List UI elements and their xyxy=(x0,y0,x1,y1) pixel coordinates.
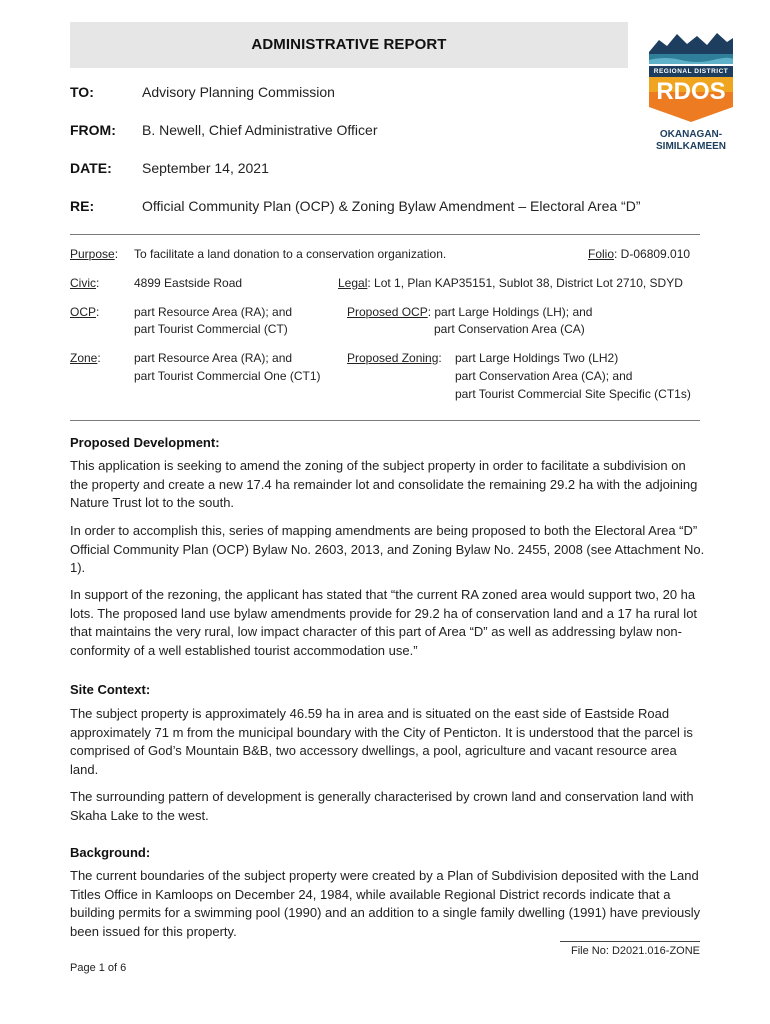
footer-divider xyxy=(560,941,700,942)
from-label: FROM: xyxy=(70,122,116,138)
re-label: RE: xyxy=(70,198,95,214)
proposed-zoning-field xyxy=(347,350,442,367)
header-divider xyxy=(70,234,700,235)
page-number: Page 1 of 6 xyxy=(70,962,127,974)
purpose-value: To facilitate a land donation to a conservation organization. xyxy=(134,247,447,261)
proposed-zoning-line-1: part Large Holdings Two (LH2) xyxy=(455,351,619,365)
ocp-label: OCP xyxy=(70,305,97,319)
pd-paragraph-1: This application is seeking to amend the zoning of the subject property in order to facilitate a subdivision on the property and create a new 17.4 ha remainder lot and consolidate the remaining 29.2 ha with the adjoining Nature Trust lot to the south. xyxy=(70,458,698,510)
summary-divider xyxy=(70,420,700,421)
logo-line1: OKANAGAN- xyxy=(659,129,723,140)
rdos-logo xyxy=(645,30,737,156)
proposed-zoning-line-3: part Tourist Commercial Site Specific (CT1s) xyxy=(455,387,691,401)
zone-row-label xyxy=(70,350,101,367)
proposed-development-heading: Proposed Development: xyxy=(70,435,220,450)
folio-label: Folio xyxy=(588,247,615,261)
ocp-colon: : xyxy=(96,305,100,319)
civic-row-label xyxy=(70,275,99,292)
ocp-row-label xyxy=(70,304,99,321)
report-title: ADMINISTRATIVE REPORT xyxy=(70,22,628,68)
pd-paragraph-3: In support of the rezoning, the applicant has stated that “the current RA zoned area would support two, 20 ha lots. The proposed land use bylaw amendments provide for 29.2 ha of conservation land and a 17 ha rural lot that maintains the very rural, low impact character of this part of Area “D” as well as addressing bylaw non-conformity of a well established tourist accommodation use.” xyxy=(70,587,698,658)
purpose-label: Purpose xyxy=(70,247,115,261)
proposed-zoning-line-2: part Conservation Area (CA); and xyxy=(455,369,633,383)
ocp-line-2: part Tourist Commercial (CT) xyxy=(134,322,288,336)
logo-main-text: RDOS xyxy=(656,78,726,105)
date-value: September 14, 2021 xyxy=(142,160,269,176)
logo-region-text: REGIONAL DISTRICT xyxy=(653,68,729,75)
civic-label: Civic xyxy=(70,276,96,290)
proposed-ocp-label: Proposed OCP xyxy=(347,305,428,319)
civic-value: 4899 Eastside Road xyxy=(134,276,243,290)
proposed-ocp-line-2: part Conservation Area (CA) xyxy=(434,322,585,336)
folio-field xyxy=(588,246,690,263)
from-value: B. Newell, Chief Administrative Officer xyxy=(142,122,378,138)
logo-line2: SIMILKAMEEN xyxy=(656,141,726,152)
ocp-line-1: part Resource Area (RA); and xyxy=(134,305,293,319)
zone-line-2: part Tourist Commercial One (CT1) xyxy=(134,369,321,383)
civic-colon: : xyxy=(96,276,100,290)
purpose-row-label xyxy=(70,246,118,263)
date-label: DATE: xyxy=(70,160,112,176)
to-label: TO: xyxy=(70,84,94,100)
legal-field xyxy=(338,275,683,292)
proposed-ocp-field xyxy=(347,304,592,321)
zone-colon: : xyxy=(97,351,101,365)
proposed-zoning-colon: : xyxy=(438,351,442,365)
legal-label: Legal xyxy=(338,276,368,290)
proposed-zoning-label: Proposed Zoning xyxy=(347,351,439,365)
legal-value: : Lot 1, Plan KAP35151, Sublot 38, District Lot 2710, SDYD xyxy=(367,276,683,290)
to-value: Advisory Planning Commission xyxy=(142,84,335,100)
sc-paragraph-1: The subject property is approximately 46.59 ha in area and is situated on the east side of Eastside Road approximately 71 m from the municipal boundary with the City of Penticton. It is understood that the parcel is comprised of God’s Mountain B&B, two accessory dwellings, a pool, agriculture and vacant resource area land. xyxy=(70,706,693,777)
folio-value: : D-06809.010 xyxy=(614,247,691,261)
purpose-colon: : xyxy=(114,247,119,261)
pd-paragraph-2: In order to accomplish this, series of mapping amendments are being proposed to both the Electoral Area “D” Official Community Plan (OCP) Bylaw No. 2603, 2013, and Zoning Bylaw No. 2455, 2008 (see Attachment No. 1). xyxy=(70,523,705,575)
re-value: Official Community Plan (OCP) & Zoning Bylaw Amendment – Electoral Area “D” xyxy=(142,198,641,214)
background-heading: Background: xyxy=(70,845,151,860)
sc-paragraph-2: The surrounding pattern of development is generally characterised by crown land and conservation land with Skaha Lake to the west. xyxy=(70,789,694,823)
site-context-heading: Site Context: xyxy=(70,682,151,697)
zone-label: Zone xyxy=(70,351,98,365)
zone-line-1: part Resource Area (RA); and xyxy=(134,351,293,365)
bg-paragraph-1: The current boundaries of the subject property were created by a Plan of Subdivision deposited with the Land Titles Office in Kamloops on December 24, 1984, while available Regional District records indicate that a building permits for a swimming pool (1990) and an addition to a single family dwelling (1991) have previously been issued for this property. xyxy=(70,868,701,939)
file-number: File No: D2021.016-ZONE xyxy=(571,945,700,957)
proposed-ocp-line-1: : part Large Holdings (LH); and xyxy=(427,305,593,319)
